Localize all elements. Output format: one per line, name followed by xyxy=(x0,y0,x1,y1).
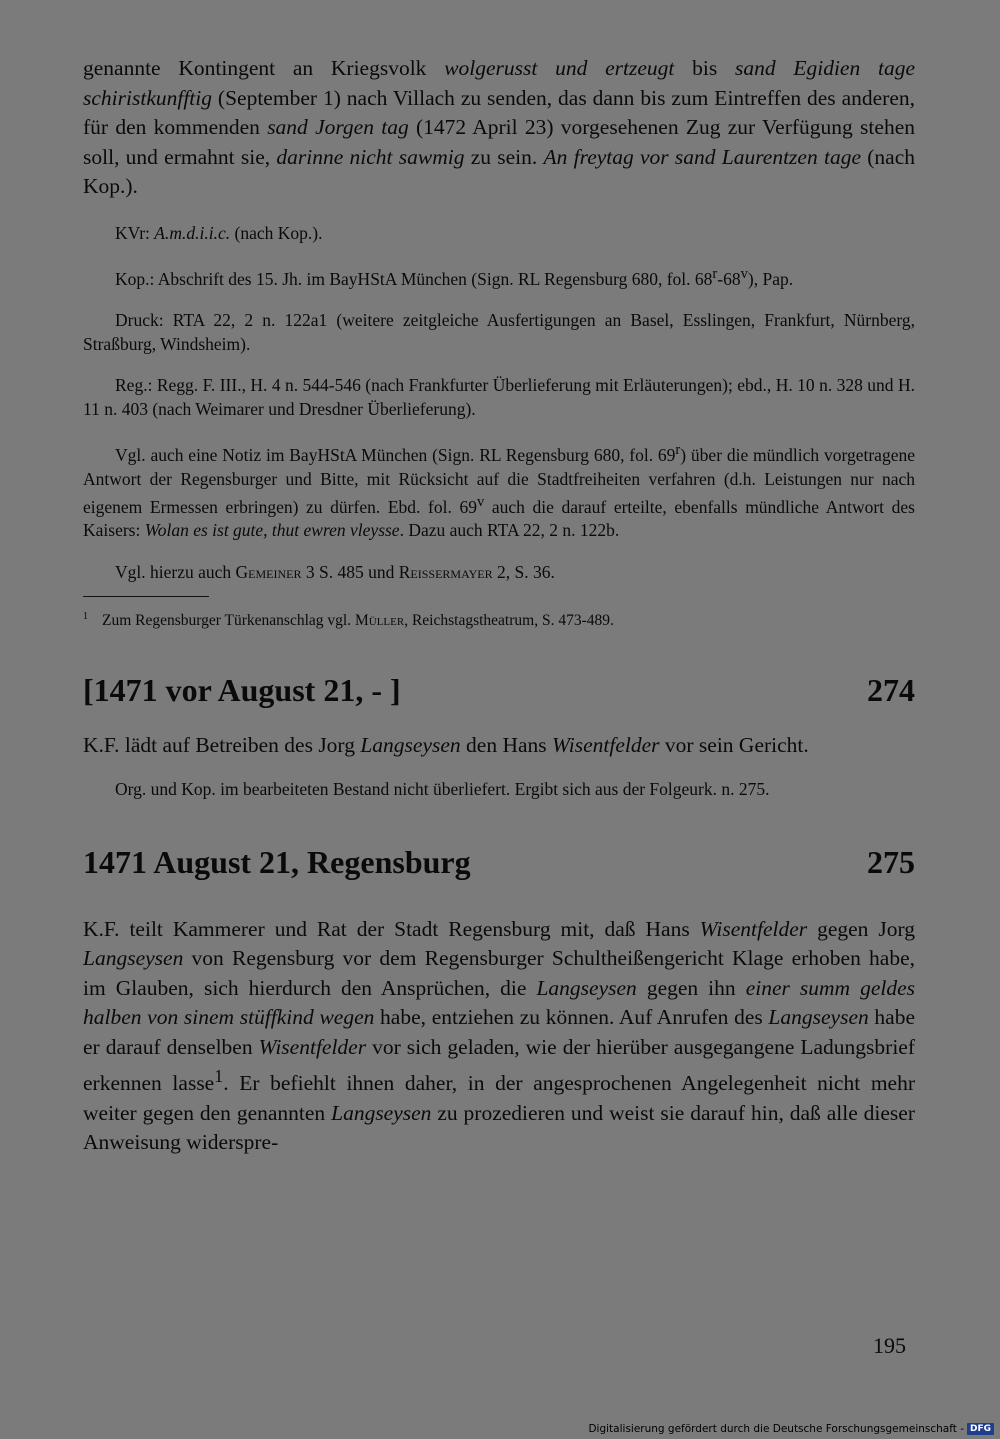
vgl-ref-note: Vgl. hierzu auch Gemeiner 3 S. 485 und Reissermayer 2, S. 36. xyxy=(115,561,555,582)
vgl-note: Vgl. auch eine Notiz im BayHStA München (Sign. RL Regensburg 680, fol. 69$^r$) über die mündlich vorgetragene Antwort der Regensburger und Bitte, mit Rücksicht auf die Stadtfreiheiten verfahren (d.h. Leistungen nur nach eigenem Ermessen erbringen) zu dürfen. Ebd. fol. 69$^v$ auch die darauf erteilte, ebenfalls mündliche Antwort des Kaisers: Wolan es ist gute, thut ewren vleysse. Dazu auch RTA 22, 2 n. 122b. xyxy=(83,442,915,541)
footnote: $^1$ Zum Regensburger Türkenanschlag vgl. Müller, Reichstagstheatrum, S. 473-489. xyxy=(83,611,614,630)
entry-date: [1471 vor August 21, - ] xyxy=(83,671,401,708)
entry-number: 274 xyxy=(867,671,915,708)
page-number: 195 xyxy=(873,1333,906,1358)
entry-summary-274: K.F. lädt auf Betreiben des Jorg Langseysen den Hans Wisentfelder vor sein Gericht. xyxy=(83,732,809,757)
document-page xyxy=(83,54,915,1158)
entry-date: 1471 August 21, Regensburg xyxy=(83,843,471,880)
footnote-rule xyxy=(83,596,209,597)
entry-heading-274 xyxy=(83,672,915,709)
kop-note: Kop.: Abschrift des 15. Jh. im BayHStA München (Sign. RL Regensburg 680, fol. 68$^r$-68$^v$), Pap. xyxy=(115,266,794,289)
entry-number: 275 xyxy=(867,843,915,880)
kvr-note: KVr: A.m.d.i.i.c. (nach Kop.). xyxy=(115,222,323,243)
funding-footer xyxy=(588,1423,994,1435)
entry-note-274: Org. und Kop. im bearbeiteten Bestand nicht überliefert. Ergibt sich aus der Folgeurk. n. 275. xyxy=(115,779,770,800)
footer-text: Digitalisierung gefördert durch die Deutsche Forschungsgemeinschaft - xyxy=(588,1423,964,1435)
druck-note: Druck: RTA 22, 2 n. 122a1 (weitere zeitgleiche Ausfertigungen an Basel, Esslingen, Frankfurt, Nürnberg, Straßburg, Windsheim). xyxy=(83,310,915,354)
dfg-logo: DFG xyxy=(967,1423,994,1435)
continuation-paragraph: genannte Kontingent an Kriegsvolk wolgerusst und ertzeugt bis sand Egidien tage schiristkunfftig (September 1) nach Villach zu senden, das dann bis zum Eintreffen des anderen, für den kommenden sand Jorgen tag (1472 April 23) vorgesehenen Zug zur Verfügung stehen soll, und ermahnt sie, darinne nicht sawmig zu sein. An freytag vor sand Laurentzen tage (nach Kop.). xyxy=(83,56,915,198)
entry-heading-275 xyxy=(83,844,915,881)
reg-note: Reg.: Regg. F. III., H. 4 n. 544-546 (nach Frankfurter Überlieferung mit Erläuterungen); ebd., H. 10 n. 328 und H. 11 n. 403 (nach Weimarer und Dresdner Überlieferung). xyxy=(83,375,915,419)
entry-summary-275: K.F. teilt Kammerer und Rat der Stadt Regensburg mit, daß Hans Wisentfelder gegen Jorg Langseysen von Regensburg vor dem Regensburger Schultheißengericht Klage erhoben habe, im Glauben, sich hierdurch den Ansprüchen, die Langseysen gegen ihn einer summ geldes halben von sinem stüffkind wegen habe, entziehen zu können. Auf Anrufen des Langseysen habe er darauf denselben Wisentfelder vor sich geladen, wie der hierüber ausgegangene Ladungsbrief erkennen lasse$^1$. Er befiehlt ihnen daher, in der angesprochenen Angelegenheit nicht mehr weiter gegen den genannten Langseysen zu prozedieren und weist sie darauf hin, daß alle dieser Anweisung widerspre- xyxy=(83,916,916,1155)
